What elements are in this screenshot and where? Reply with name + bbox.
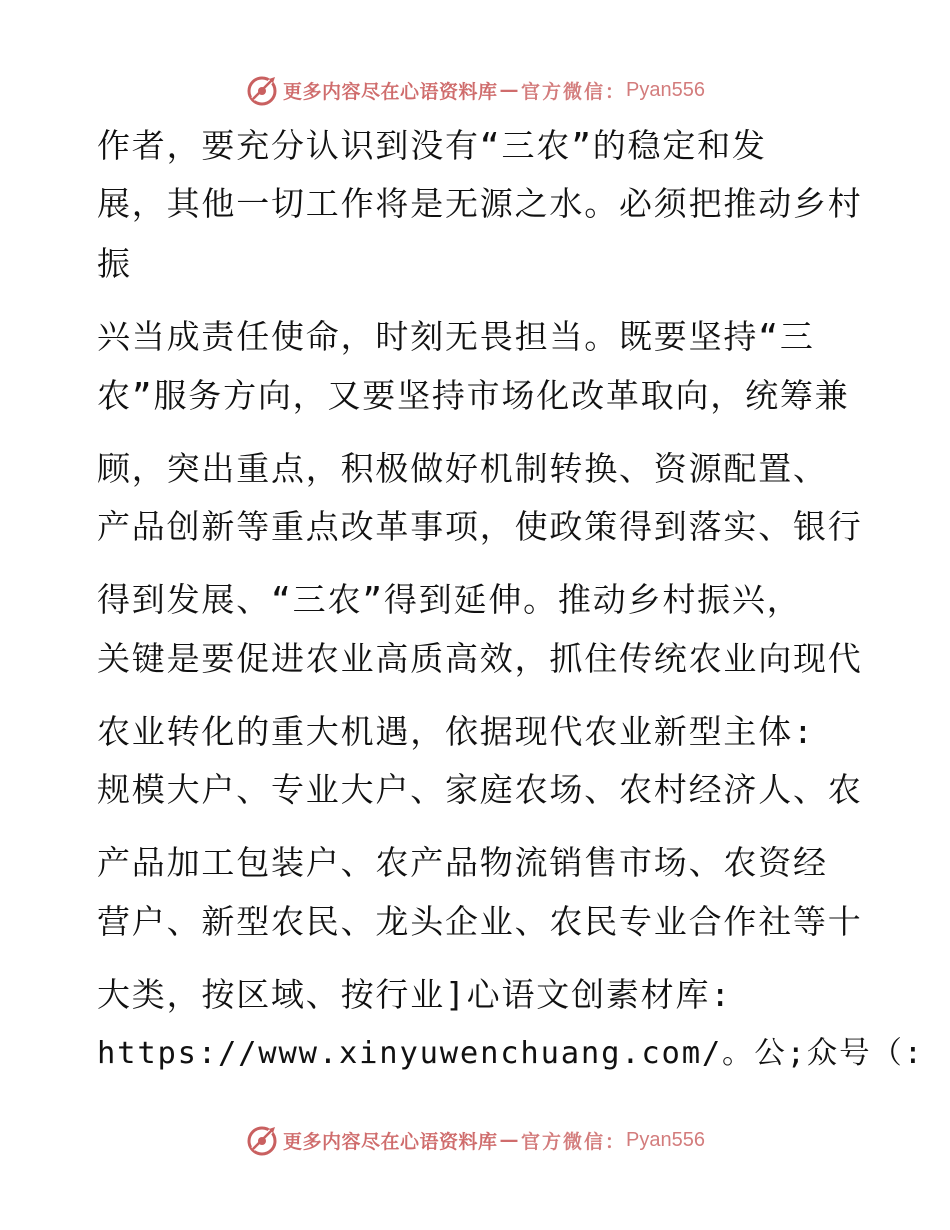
text-line: 振 — [97, 244, 132, 283]
watermark-wechat-id: Pyan556 — [626, 78, 705, 101]
text-line: 兴当成责任使命，时刻无畏担当。既要坚持“三 — [97, 317, 815, 356]
text-line: 关键是要促进农业高质高效，抓住传统农业向现代 — [97, 639, 863, 678]
text-line: 规模大户、专业大户、家庭农场、农村经济人、农 — [97, 770, 863, 809]
watermark-text: 更多内容尽在心语资料库 — [283, 1130, 498, 1153]
watermark-wechat-label: 官方微信： — [521, 80, 627, 103]
watermark-dash: — — [499, 1129, 520, 1151]
watermark-wechat-label: 官方微信： — [521, 1130, 627, 1153]
text-line: 产品创新等重点改革事项，使政策得到落实、银行 — [97, 507, 863, 546]
text-line: 农业转化的重大机遇，依据现代农业新型主体: — [97, 712, 815, 751]
watermark-dash: — — [499, 79, 520, 101]
header-watermark — [0, 70, 950, 110]
watermark-text: 更多内容尽在心语资料库 — [283, 80, 498, 103]
text-line: 农”服务方向，又要坚持市场化改革取向，统筹兼 — [97, 376, 850, 415]
footer-watermark — [0, 1120, 950, 1160]
text-line: 展，其他一切工作将是无源之水。必须把推动乡村 — [97, 184, 863, 223]
text-line: 得到发展、“三农”得到延伸。推动乡村振兴， — [97, 580, 802, 619]
text-line: 作者，要充分认识到没有“三农”的稳定和发 — [97, 126, 767, 165]
watermark-wechat-id: Pyan556 — [626, 1128, 705, 1151]
text-line: 营户、新型农民、龙头企业、农民专业合作社等十 — [97, 902, 863, 941]
text-line: 产品加工包装户、农产品物流销售市场、农资经 — [97, 843, 828, 882]
text-line: 顾，突出重点，积极做好机制转换、资源配置、 — [97, 449, 828, 488]
brush-logo-icon — [245, 1123, 279, 1157]
text-line: 大类，按区域、按行业]心语文创素材库: — [97, 975, 732, 1014]
text-line-url: https://www.xinyuwenchuang.com/。公;众号（: — [97, 1036, 924, 1071]
brush-logo-icon — [245, 73, 279, 107]
